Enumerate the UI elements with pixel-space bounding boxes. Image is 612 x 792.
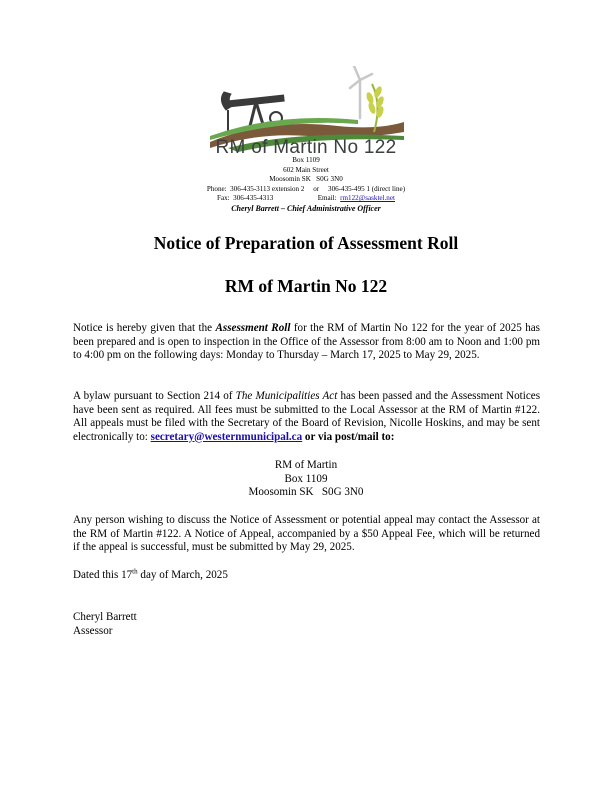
address-line: Moosomin SK S0G 3N0 [248,486,364,498]
email-label: Email: [317,194,337,203]
text-run: A bylaw pursuant to Section 214 of [73,390,236,402]
letterhead-line: 602 Main Street [283,165,329,174]
logo-text: RM of Martin No 122 [215,137,397,158]
signer-name: Cheryl Barrett [73,611,137,623]
letterhead-line: Moosomin SK S0G 3N0 [269,175,343,184]
text-run: has been passed and the Assessment Notices have been sent as required. All fees must be submitted to the Local Assessor at the RM of Martin #122. All appeals must be filed with the Secretary of the Board of Revision, Nicolle Hoskins, and may be sent electronically to: [73,390,541,443]
appeal-paragraph-text: Any person wishing to discuss the Notice of Assessment or potential appeal may contact the Assessor at the RM of Martin #122. A Notice of Appeal, accompanied by a $50 Appeal Fee, which will be returned if the appeal is successful, must be submitted by May 29, 2025. [73,514,540,553]
text-run: Dated this 17 [73,569,133,581]
address-line: Box 1109 [284,472,328,485]
dated-text [73,569,540,583]
fax-number: Fax: 306-435-4313 [217,194,274,203]
letterhead-line: Phone: 306-435-3113 extension 2 or 306-435-495 1 (direct line) [206,184,406,193]
text-run: for the RM of Martin No 122 for the year of 2025 has been prepared and is open to inspection in the Office of the Assessor from 8:00 am to Noon and 1:00 pm to 4:00 pm on the following days: Monday to Thursday – March 17, 2025 to May 29, 2025. [73,322,540,361]
dated-line [73,569,540,583]
appeal-email-link[interactable]: secretary@westernmunicipal.ca [150,430,303,443]
mailing-address [0,459,612,500]
bylaw-paragraph [73,390,540,444]
letterhead [0,156,612,214]
appeal-paragraph [73,514,540,555]
signer-title: Assessor [73,624,113,637]
wheat-icon [365,84,385,132]
letterhead-line: Box 1109 [292,156,320,164]
ordinal-suffix: th [132,567,138,576]
bylaw-paragraph-text [73,390,540,444]
signature-block [73,611,137,638]
act-title: The Municipalities Act [235,390,338,402]
page-title: Notice of Preparation of Assessment Roll [153,233,459,253]
notice-paragraph-text [73,322,540,363]
assessment-roll-emphasis: Assessment Roll [215,322,291,334]
text-run: Notice is hereby given that the [73,322,216,334]
address-line: RM of Martin [274,459,338,471]
letterhead-email-link[interactable]: rm122@sasktel.net [340,194,395,203]
notice-paragraph [73,322,540,363]
text-run: day of March, 2025 [137,569,228,581]
wind-turbine-icon [350,66,372,118]
text-run: or via post/mail to: [302,430,395,443]
cao-line: Cheryl Barrett – Chief Administrative Officer [231,203,381,213]
letterhead-fax-email [0,194,612,204]
page-subtitle: RM of Martin No 122 [224,276,388,296]
